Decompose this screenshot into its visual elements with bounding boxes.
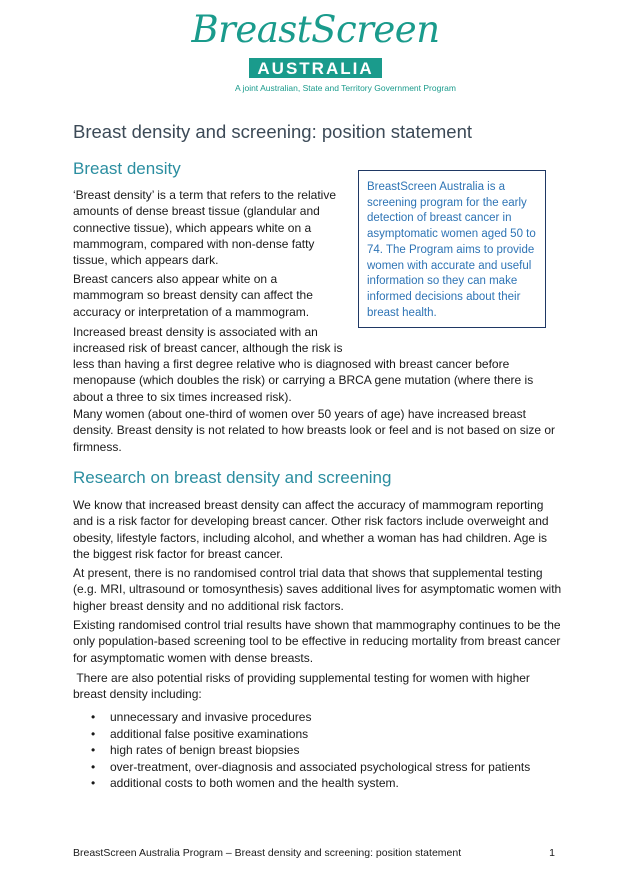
paragraph-prevalence: Many women (about one-third of women over 50 years of age) have increased breast density. Breast density is not related to how breasts look or feel and is not based on size or firmness. bbox=[73, 407, 556, 454]
list-item: • unnecessary and invasive procedures bbox=[91, 709, 551, 726]
paragraph-mammography-effectiveness: Existing randomised control trial results have shown that mammography continues to be the only population-based screening tool to be effective in reducing mortality from breast cancer for asymptomatic women with dense breasts. bbox=[73, 618, 561, 665]
paragraph-risk-factors: We know that increased breast density can affect the accuracy of mammogram reporting and is a risk factor for developing breast cancer. Other risk factors include overweight and obesity, lifestyle factors, including alcohol, and whether a woman has had children. Age is the biggest risk factor for breast cancer. bbox=[73, 498, 549, 561]
section-heading-research: Research on breast density and screening bbox=[73, 468, 392, 487]
risk-bullet-list bbox=[91, 709, 551, 792]
page-footer bbox=[73, 847, 555, 859]
list-item: • high rates of benign breast biopsies bbox=[91, 742, 551, 759]
paragraph-potential-risks: There are also potential risks of providing supplemental testing for women with higher breast density including: bbox=[73, 671, 534, 702]
list-item: • additional costs to both women and the health system. bbox=[91, 775, 551, 792]
program-callout-box bbox=[358, 170, 546, 328]
paragraph-supplemental-testing: At present, there is no randomised control trial data that shows that supplemental testing (e.g. MRI, ultrasound or tomosynthesis) saves additional lives for asymptomatic women with higher breast density and no additional risk factors. bbox=[73, 566, 562, 613]
logo-tagline: A joint Australian, State and Territory Government Program bbox=[235, 83, 456, 93]
footer-text: BreastScreen Australia Program – Breast density and screening: position statement bbox=[73, 847, 462, 859]
list-item: • additional false positive examinations bbox=[91, 726, 551, 743]
paragraph-white-appearance: Breast cancers also appear white on a mammogram so breast density can affect the accuracy or interpretation of a mammogram. bbox=[73, 272, 313, 319]
logo-country-band: AUSTRALIA bbox=[249, 58, 381, 78]
page-number: 1 bbox=[549, 847, 555, 859]
paragraph-risk-comparison: less than having a first degree relative who is diagnosed with breast cancer before menopause (which doubles the risk) or carrying a BRCA gene mutation (where there is about a three to six times increased risk). bbox=[73, 357, 534, 404]
callout-text: BreastScreen Australia is a screening program for the early detection of breast cancer in asymptomatic women aged 50 to 74. The Program aims to provide women with accurate and useful information so they can make informed decisions about their breast health. bbox=[367, 181, 536, 319]
document-title: Breast density and screening: position statement bbox=[73, 121, 473, 142]
paragraph-definition: ‘Breast density’ is a term that refers to the relative amounts of dense breast tissue (glandular and connective tissue), which appears white on a mammogram, compared with non-dense fatty tissue, which appears dark. bbox=[73, 188, 336, 268]
paragraph-risk-intro: Increased breast density is associated with an increased risk of breast cancer, although the risk is bbox=[73, 325, 343, 356]
list-item: • over-treatment, over-diagnosis and associated psychological stress for patients bbox=[91, 759, 551, 776]
section-heading-breast-density: Breast density bbox=[73, 159, 181, 178]
logo-wordmark: BreastScreen bbox=[191, 8, 440, 51]
breastscreen-logo bbox=[0, 8, 631, 93]
